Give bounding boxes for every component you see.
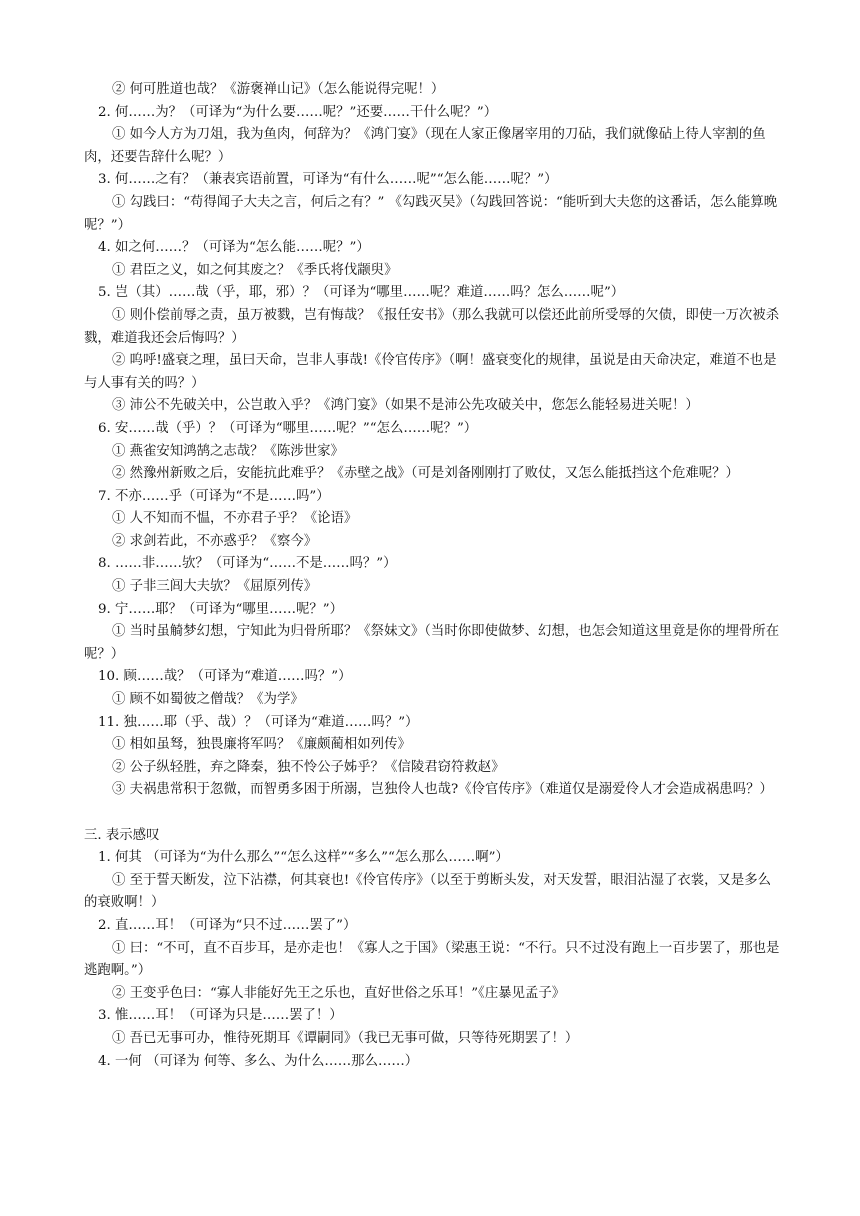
pattern-heading: 8. ……非……欤？（可译为“……不是……吗？”） — [98, 556, 397, 572]
pattern-heading: 3. 何……之有？（兼表宾语前置，可译为“有什么……呢”“怎么能……呢？”） — [98, 172, 558, 188]
pattern-heading: 11. 独……耶（乎、哉）？（可译为“难道……吗？”） — [98, 714, 419, 730]
pattern-heading: 1. 何其 （可译为“为什么那么”“怎么这样”“多么”“怎么那么……啊”） — [98, 850, 509, 866]
example-line: ② 求剑若此，不亦惑乎？《察今》 — [112, 533, 318, 549]
example-line: ② 公子纵轻胜，弃之降秦，独不怜公子姊乎？《信陵君窃符救赵》 — [112, 759, 505, 775]
example-line: ① 顾不如蜀彼之僧哉？《为学》 — [112, 692, 304, 708]
example-line: ③ 沛公不先破关中，公岂敢入乎？《鸿门宴》（如果不是沛公先攻破关中，您怎么能轻易进关呢！） — [112, 398, 699, 414]
example-line: ① 曰：“不可，直不百步耳，是亦走也！《寡人之于国》（梁惠王说：“不行。只不过没有跑上一百步罢了，那也是逃跑啊。”） — [84, 940, 780, 979]
pattern-heading: 2. 何……为？（可译为“为什么要……呢？”还要……干什么呢？”） — [98, 104, 498, 120]
example-line: ② 然豫州新败之后，安能抗此难乎？《赤壁之战》（可是刘备刚刚打了败仗，又怎么能抵挡这个危难呢？） — [112, 466, 739, 482]
pattern-heading: 4. 一何 （可译为 何等、多么、为什么……那么……） — [98, 1053, 419, 1069]
example-line: ③ 夫祸患常积于忽微，而智勇多困于所溺，岂独伶人也哉?《伶官传序》（难道仅是溺爱伶人才会造成祸患吗？） — [112, 782, 773, 798]
section-heading: 三. 表示感叹 — [84, 827, 160, 843]
example-line: ① 人不知而不愠，不亦君子乎？《论语》 — [112, 511, 358, 527]
example-line: ① 吾已无事可办，惟待死期耳《谭嗣同》（我已无事可做，只等待死期罢了！） — [112, 1030, 579, 1046]
pattern-heading: 7. 不亦……乎（可译为“不是……吗”） — [98, 488, 330, 504]
example-line: ① 当时虽觭梦幻想，宁知此为归骨所耶？《祭妹文》（当时你即使做梦、幻想，也怎会知道这里竟是你的埋骨所在呢？） — [84, 624, 780, 662]
document-body — [84, 79, 784, 1073]
example-line: ① 子非三闾大夫欤？《屈原列传》 — [112, 579, 318, 595]
paragraph-gap — [84, 802, 784, 825]
example-line: ① 相如虽驽，独畏廉将军吗？《廉颇蔺相如列传》 — [112, 737, 411, 753]
example-line: ① 燕雀安知鸿鹄之志哉？《陈涉世家》 — [112, 443, 344, 459]
pattern-heading: 4. 如之何……？（可译为“怎么能……呢？”） — [98, 240, 370, 256]
pattern-heading: 9. 宁……耶？（可译为“哪里……呢？”） — [98, 601, 343, 617]
example-line: ① 君臣之义，如之何其废之？《季氏将伐颛臾》 — [112, 262, 398, 278]
example-line: ① 如今人方为刀俎，我为鱼肉，何辞为？《鸿门宴》（现在人家正像屠宰用的刀砧，我们就像砧上待人宰割的鱼肉，还要告辞什么呢？） — [84, 127, 766, 165]
example-line: ① 则仆偿前辱之责，虽万被戮，岂有悔哉？《报任安书》（那么我就可以偿还此前所受辱的欠债，即使一万次被杀戮，难道我还会后悔吗？） — [84, 307, 780, 346]
pattern-heading: 2. 直……耳！（可译为“只不过……罢了”） — [98, 917, 357, 933]
pattern-heading: 3. 惟……耳！（可译为只是……罢了！） — [98, 1008, 343, 1024]
example-line: ① 至于誓天断发，泣下沾襟，何其衰也!《伶官传序》（以至于剪断头发，对天发誓，眼泪沾湿了衣裳，又是多么的衰败啊！） — [84, 872, 772, 911]
pattern-heading: 6. 安……哉（乎）？（可译为“哪里……呢？”“怎么……呢？”） — [98, 420, 478, 436]
example-line: ② 呜呼!盛衰之理，虽曰天命，岂非人事哉!《伶官传序》（啊！盛衰变化的规律，虽说是由天命决定，难道不也是与人事有关的吗？） — [84, 353, 777, 391]
pattern-heading: 10. 顾……哉？（可译为“难道……吗？”） — [98, 669, 352, 685]
pattern-heading: 5. 岂（其）……哉（乎，耶，邪）？（可译为“哪里……呢？难道……吗？怎么……呢”） — [98, 285, 625, 301]
example-line: ② 王变乎色曰：“寡人非能好先王之乐也，直好世俗之乐耳！”《庄暴见孟子》 — [112, 985, 566, 1001]
example-line: ② 何可胜道也哉？《游褒禅山记》（怎么能说得完呢！） — [112, 82, 445, 97]
example-line: ① 勾践曰：“苟得闻子大夫之言，何后之有？” 《勾践灭吴》（勾践回答说：“能听到大夫您的这番话，怎么能算晚呢？”） — [84, 194, 778, 233]
